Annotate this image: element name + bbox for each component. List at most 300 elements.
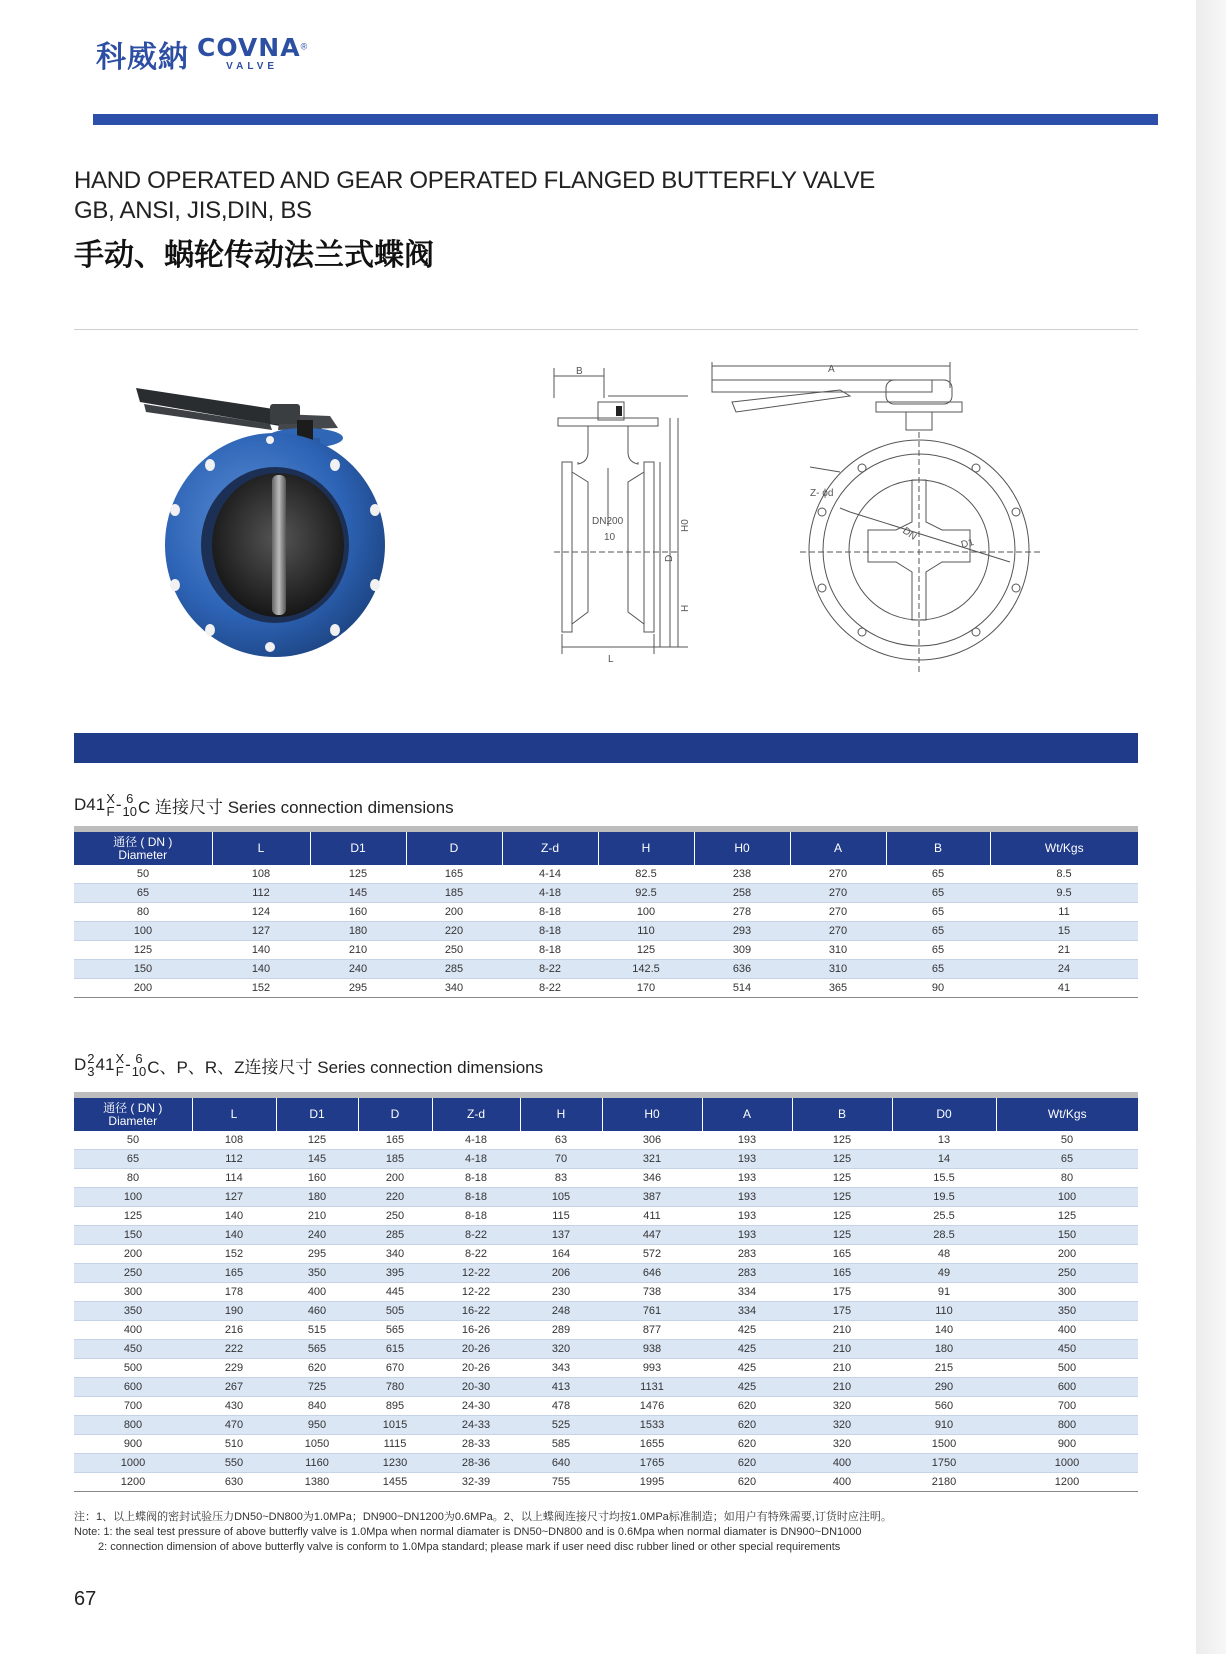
table-cell: 761 [602, 1302, 702, 1321]
table-cell: 24-33 [432, 1416, 520, 1435]
table-cell: 83 [520, 1169, 602, 1188]
table-cell: 125 [792, 1226, 892, 1245]
column-header: D [358, 1098, 432, 1131]
table-cell: 310 [790, 941, 886, 960]
table-cell: 70 [520, 1150, 602, 1169]
table-cell: 32-39 [432, 1473, 520, 1492]
table-cell: 125 [276, 1131, 358, 1150]
caption2-prefix: D [74, 1055, 87, 1074]
note-cn: 注：1、以上蝶阀的密封试验压力DN50~DN800为1.0MPa；DN900~DN1200为0.6MPa。2、以上蝶阀连接尺寸均按1.0MPa标准制造；如用户有特殊需要,订货时应注明。 [74, 1511, 892, 1523]
table-cell: 100 [598, 903, 694, 922]
table-cell: 565 [276, 1340, 358, 1359]
table-cell: 210 [792, 1340, 892, 1359]
table-cell: 283 [702, 1264, 792, 1283]
table-cell: 165 [406, 865, 502, 884]
table-cell: 950 [276, 1416, 358, 1435]
table-cell: 478 [520, 1397, 602, 1416]
header-bar [93, 114, 1158, 125]
table-cell: 210 [310, 941, 406, 960]
table2-grid [74, 1098, 1138, 1492]
table-cell: 400 [996, 1321, 1138, 1340]
table-row [74, 1473, 1138, 1492]
caption1-prefix: D41 [74, 795, 106, 814]
table-cell: 600 [996, 1378, 1138, 1397]
table-cell: 411 [602, 1207, 702, 1226]
table-cell: 258 [694, 884, 790, 903]
table-cell: 65 [74, 884, 212, 903]
table1-caption [74, 792, 454, 818]
table-cell: 1655 [602, 1435, 702, 1454]
table-cell: 346 [602, 1169, 702, 1188]
table-cell: 65 [886, 941, 990, 960]
table-cell: 1200 [996, 1473, 1138, 1492]
table-cell: 180 [276, 1188, 358, 1207]
caption2-frac1-top: X [115, 1051, 125, 1066]
table-cell: 28.5 [892, 1226, 996, 1245]
column-header: D0 [892, 1098, 996, 1131]
table-cell: 220 [406, 922, 502, 941]
table-cell: 137 [520, 1226, 602, 1245]
title-english [74, 166, 875, 226]
caption2-frac0 [87, 1052, 94, 1078]
table-cell: 16-22 [432, 1302, 520, 1321]
table-cell: 447 [602, 1226, 702, 1245]
table-cell: 165 [792, 1245, 892, 1264]
table-cell: 150 [74, 1226, 192, 1245]
table-cell: 19.5 [892, 1188, 996, 1207]
table-cell: 560 [892, 1397, 996, 1416]
table-cell: 28-33 [432, 1435, 520, 1454]
dim-d1: D1 [959, 536, 976, 551]
table-cell: 50 [74, 865, 212, 884]
table2-body [74, 1131, 1138, 1492]
column-header: D [406, 832, 502, 865]
table-cell: 140 [212, 960, 310, 979]
column-header: D1 [276, 1098, 358, 1131]
table-cell: 350 [74, 1302, 192, 1321]
table-cell: 125 [792, 1131, 892, 1150]
column-header: A [790, 832, 886, 865]
table-cell: 216 [192, 1321, 276, 1340]
table-cell: 125 [792, 1207, 892, 1226]
table-cell: 15 [990, 922, 1138, 941]
table-cell: 4-18 [502, 884, 598, 903]
table-cell: 200 [74, 979, 212, 998]
table-cell: 164 [520, 1245, 602, 1264]
table-cell: 24 [990, 960, 1138, 979]
table-cell: 15.5 [892, 1169, 996, 1188]
table-cell: 1750 [892, 1454, 996, 1473]
table-cell: 2180 [892, 1473, 996, 1492]
table-cell: 125 [310, 865, 406, 884]
table-cell: 175 [792, 1283, 892, 1302]
table-cell: 238 [694, 865, 790, 884]
table-cell: 620 [702, 1435, 792, 1454]
dim-d: D [664, 554, 675, 562]
table-cell: 290 [892, 1378, 996, 1397]
table-cell: 278 [694, 903, 790, 922]
table-cell: 565 [358, 1321, 432, 1340]
table-cell: 12-22 [432, 1283, 520, 1302]
logo-registered: ® [300, 41, 308, 52]
table-cell: 620 [276, 1359, 358, 1378]
table-cell: 108 [192, 1131, 276, 1150]
table-cell: 80 [996, 1169, 1138, 1188]
table-cell: 430 [192, 1397, 276, 1416]
table-cell: 24-30 [432, 1397, 520, 1416]
table-cell: 90 [886, 979, 990, 998]
table-cell: 240 [276, 1226, 358, 1245]
table-row [74, 1131, 1138, 1150]
caption1-frac1-top: X [106, 791, 115, 806]
table-cell: 450 [74, 1340, 192, 1359]
table-cell: 620 [702, 1416, 792, 1435]
table-cell: 1000 [74, 1454, 192, 1473]
table-cell: 1500 [892, 1435, 996, 1454]
table-cell: 145 [310, 884, 406, 903]
table-cell: 640 [520, 1454, 602, 1473]
table-cell: 500 [996, 1359, 1138, 1378]
table-cell: 200 [358, 1169, 432, 1188]
table-row [74, 1321, 1138, 1340]
title-chinese: 手动、蜗轮传动法兰式蝶阀 [74, 238, 434, 273]
table-cell: 230 [520, 1283, 602, 1302]
table-cell: 1115 [358, 1435, 432, 1454]
table-cell: 250 [358, 1207, 432, 1226]
table-cell: 725 [276, 1378, 358, 1397]
table-cell: 193 [702, 1226, 792, 1245]
table-cell: 8-18 [502, 941, 598, 960]
table-row [74, 1378, 1138, 1397]
caption2-suffix: C、P、R、Z连接尺寸 Series connection dimensions [147, 1057, 544, 1077]
table-cell: 1131 [602, 1378, 702, 1397]
table-row [74, 903, 1138, 922]
table-cell: 170 [598, 979, 694, 998]
table-cell: 8-18 [502, 922, 598, 941]
column-header: H [598, 832, 694, 865]
table2-caption [74, 1052, 543, 1078]
table-cell: 321 [602, 1150, 702, 1169]
table-cell: 108 [212, 865, 310, 884]
table-cell: 229 [192, 1359, 276, 1378]
table-cell: 270 [790, 922, 886, 941]
table-cell: 193 [702, 1188, 792, 1207]
dim-zd: Z- ϕd [810, 488, 834, 499]
table-row [74, 1397, 1138, 1416]
table-cell: 65 [886, 865, 990, 884]
table-cell: 210 [792, 1321, 892, 1340]
table-cell: 150 [74, 960, 212, 979]
table-cell: 63 [520, 1131, 602, 1150]
table-cell: 4-18 [432, 1131, 520, 1150]
table-cell: 165 [792, 1264, 892, 1283]
table-cell: 14 [892, 1150, 996, 1169]
table-cell: 800 [74, 1416, 192, 1435]
table-cell: 300 [996, 1283, 1138, 1302]
table-cell: 1160 [276, 1454, 358, 1473]
dim-pn: 10 [604, 532, 616, 543]
table-cell: 780 [358, 1378, 432, 1397]
table-cell: 525 [520, 1416, 602, 1435]
table-cell: 877 [602, 1321, 702, 1340]
table-cell: 250 [74, 1264, 192, 1283]
table-cell: 127 [212, 922, 310, 941]
table-cell: 1455 [358, 1473, 432, 1492]
dim-h: H [680, 604, 691, 612]
table-cell: 514 [694, 979, 790, 998]
table-row [74, 1340, 1138, 1359]
table-cell: 755 [520, 1473, 602, 1492]
table-cell: 160 [310, 903, 406, 922]
table-row [74, 1435, 1138, 1454]
table-cell: 646 [602, 1264, 702, 1283]
table-cell: 125 [996, 1207, 1138, 1226]
table-cell: 1000 [996, 1454, 1138, 1473]
table-cell: 127 [192, 1188, 276, 1207]
table-cell: 738 [602, 1283, 702, 1302]
table-cell: 585 [520, 1435, 602, 1454]
table-cell: 185 [406, 884, 502, 903]
table-cell: 270 [790, 865, 886, 884]
table-row [74, 1416, 1138, 1435]
table-cell: 80 [74, 903, 212, 922]
table-cell: 450 [996, 1340, 1138, 1359]
column-header: Z-d [432, 1098, 520, 1131]
dim-l: L [608, 654, 614, 665]
table-cell: 100 [74, 1188, 192, 1207]
table-cell: 1533 [602, 1416, 702, 1435]
table-cell: 572 [602, 1245, 702, 1264]
table-cell: 400 [276, 1283, 358, 1302]
table1-body [74, 865, 1138, 998]
table-cell: 425 [702, 1359, 792, 1378]
column-header: Wt/Kgs [990, 832, 1138, 865]
table-row [74, 1207, 1138, 1226]
table-cell: 334 [702, 1283, 792, 1302]
caption1-frac1-bot: F [106, 804, 115, 819]
table-row [74, 1245, 1138, 1264]
table-cell: 20-30 [432, 1378, 520, 1397]
column-header: B [886, 832, 990, 865]
caption2-dash: - [125, 1055, 131, 1074]
caption2-frac2-top: 6 [135, 1051, 143, 1066]
table-cell: 395 [358, 1264, 432, 1283]
column-header: A [702, 1098, 792, 1131]
logo-covna: COVNA [197, 32, 301, 62]
table-cell: 8-22 [502, 960, 598, 979]
table-cell: 295 [310, 979, 406, 998]
table-cell: 142.5 [598, 960, 694, 979]
table-cell: 320 [792, 1397, 892, 1416]
table-cell: 300 [74, 1283, 192, 1302]
table-cell: 8-22 [432, 1226, 520, 1245]
table-cell: 28-36 [432, 1454, 520, 1473]
table-cell: 400 [74, 1321, 192, 1340]
table-cell: 206 [520, 1264, 602, 1283]
title-line2: GB, ANSI, JIS,DIN, BS [74, 197, 312, 224]
table-cell: 1476 [602, 1397, 702, 1416]
table-cell: 25.5 [892, 1207, 996, 1226]
table-cell: 240 [310, 960, 406, 979]
dim-dn-circle: DN [900, 525, 919, 543]
table-cell: 200 [406, 903, 502, 922]
table-cell: 293 [694, 922, 790, 941]
table-cell: 140 [192, 1226, 276, 1245]
table-cell: 460 [276, 1302, 358, 1321]
dim-dn: DN200 [592, 516, 624, 527]
table-cell: 82.5 [598, 865, 694, 884]
table-cell: 210 [792, 1359, 892, 1378]
table-cell: 8-18 [432, 1188, 520, 1207]
diameter-header-cn: 通径 ( DN ) [103, 1100, 163, 1115]
table1-grid [74, 832, 1138, 998]
table-cell: 8.5 [990, 865, 1138, 884]
section-band [74, 733, 1138, 763]
table-cell: 8-18 [432, 1169, 520, 1188]
table-cell: 320 [520, 1340, 602, 1359]
caption2-frac0-top: 2 [87, 1051, 95, 1066]
table-cell: 630 [192, 1473, 276, 1492]
table-cell: 270 [790, 884, 886, 903]
table-cell: 320 [792, 1435, 892, 1454]
table-row [74, 884, 1138, 903]
table-cell: 413 [520, 1378, 602, 1397]
table-cell: 115 [520, 1207, 602, 1226]
diameter-header-en: Diameter [108, 1113, 158, 1128]
table-cell: 21 [990, 941, 1138, 960]
table-cell: 13 [892, 1131, 996, 1150]
column-header: Z-d [502, 832, 598, 865]
column-header: L [212, 832, 310, 865]
table-cell: 620 [702, 1397, 792, 1416]
caption2-frac1 [115, 1052, 124, 1078]
table-cell: 215 [892, 1359, 996, 1378]
table-cell: 1230 [358, 1454, 432, 1473]
table-cell: 12-22 [432, 1264, 520, 1283]
table-cell: 80 [74, 1169, 192, 1188]
table-cell: 125 [792, 1150, 892, 1169]
diameter-header [74, 832, 212, 865]
caption1-dash: - [115, 795, 122, 814]
table-cell: 620 [702, 1454, 792, 1473]
column-header: H0 [602, 1098, 702, 1131]
column-header: B [792, 1098, 892, 1131]
column-header: H [520, 1098, 602, 1131]
table-cell: 620 [702, 1473, 792, 1492]
table-cell: 193 [702, 1207, 792, 1226]
table2 [74, 1092, 1138, 1492]
table-cell: 295 [276, 1245, 358, 1264]
table2-header-row [74, 1098, 1138, 1131]
table-cell: 125 [598, 941, 694, 960]
table-cell: 100 [74, 922, 212, 941]
table-cell: 1995 [602, 1473, 702, 1492]
table-cell: 4-14 [502, 865, 598, 884]
table-cell: 365 [790, 979, 886, 998]
table-cell: 185 [358, 1150, 432, 1169]
divider [74, 329, 1138, 330]
table-cell: 222 [192, 1340, 276, 1359]
table-cell: 900 [74, 1435, 192, 1454]
table-cell: 200 [996, 1245, 1138, 1264]
logo-chinese: 科威納 [96, 40, 189, 75]
table-cell: 125 [74, 1207, 192, 1226]
table-cell: 175 [792, 1302, 892, 1321]
table-cell: 800 [996, 1416, 1138, 1435]
table-cell: 636 [694, 960, 790, 979]
table-cell: 145 [276, 1150, 358, 1169]
table-cell: 505 [358, 1302, 432, 1321]
table-cell: 114 [192, 1169, 276, 1188]
caption2-frac0-bot: 3 [87, 1064, 95, 1079]
table-cell: 400 [792, 1454, 892, 1473]
table-cell: 445 [358, 1283, 432, 1302]
table-row [74, 979, 1138, 998]
table-cell: 306 [602, 1131, 702, 1150]
table-row [74, 1454, 1138, 1473]
table-cell: 550 [192, 1454, 276, 1473]
dim-b: B [576, 366, 583, 377]
caption1-frac2 [123, 792, 137, 818]
caption1-frac2-bot: 10 [122, 804, 137, 819]
caption2-frac1-bot: F [115, 1064, 124, 1079]
diameter-header-cn: 通径 ( DN ) [113, 834, 173, 849]
table-cell: 50 [996, 1131, 1138, 1150]
table-cell: 250 [996, 1264, 1138, 1283]
table-cell: 110 [598, 922, 694, 941]
table-cell: 190 [192, 1302, 276, 1321]
table-cell: 125 [792, 1169, 892, 1188]
table-cell: 91 [892, 1283, 996, 1302]
table-cell: 285 [358, 1226, 432, 1245]
table-row [74, 922, 1138, 941]
table-cell: 283 [702, 1245, 792, 1264]
table-cell: 125 [792, 1188, 892, 1207]
table-cell: 200 [74, 1245, 192, 1264]
table-cell: 140 [192, 1207, 276, 1226]
table-cell: 270 [790, 903, 886, 922]
table-cell: 11 [990, 903, 1138, 922]
table-cell: 65 [886, 922, 990, 941]
table-cell: 425 [702, 1378, 792, 1397]
table-cell: 65 [886, 884, 990, 903]
table-cell: 193 [702, 1131, 792, 1150]
table-cell: 285 [406, 960, 502, 979]
diameter-header [74, 1098, 192, 1131]
table-cell: 20-26 [432, 1340, 520, 1359]
table-cell: 180 [892, 1340, 996, 1359]
column-header: H0 [694, 832, 790, 865]
table-cell: 112 [192, 1150, 276, 1169]
table-cell: 600 [74, 1378, 192, 1397]
table-cell: 615 [358, 1340, 432, 1359]
table-cell: 4-18 [432, 1150, 520, 1169]
table-cell: 178 [192, 1283, 276, 1302]
table-cell: 20-26 [432, 1359, 520, 1378]
table-cell: 65 [886, 960, 990, 979]
table-cell: 8-18 [432, 1207, 520, 1226]
table-cell: 1765 [602, 1454, 702, 1473]
table-row [74, 960, 1138, 979]
table-cell: 65 [74, 1150, 192, 1169]
notes [74, 1510, 892, 1555]
table-cell: 50 [74, 1131, 192, 1150]
table-cell: 125 [74, 941, 212, 960]
table-cell: 8-22 [502, 979, 598, 998]
table1 [74, 826, 1138, 998]
table-cell: 1200 [74, 1473, 192, 1492]
table-cell: 938 [602, 1340, 702, 1359]
